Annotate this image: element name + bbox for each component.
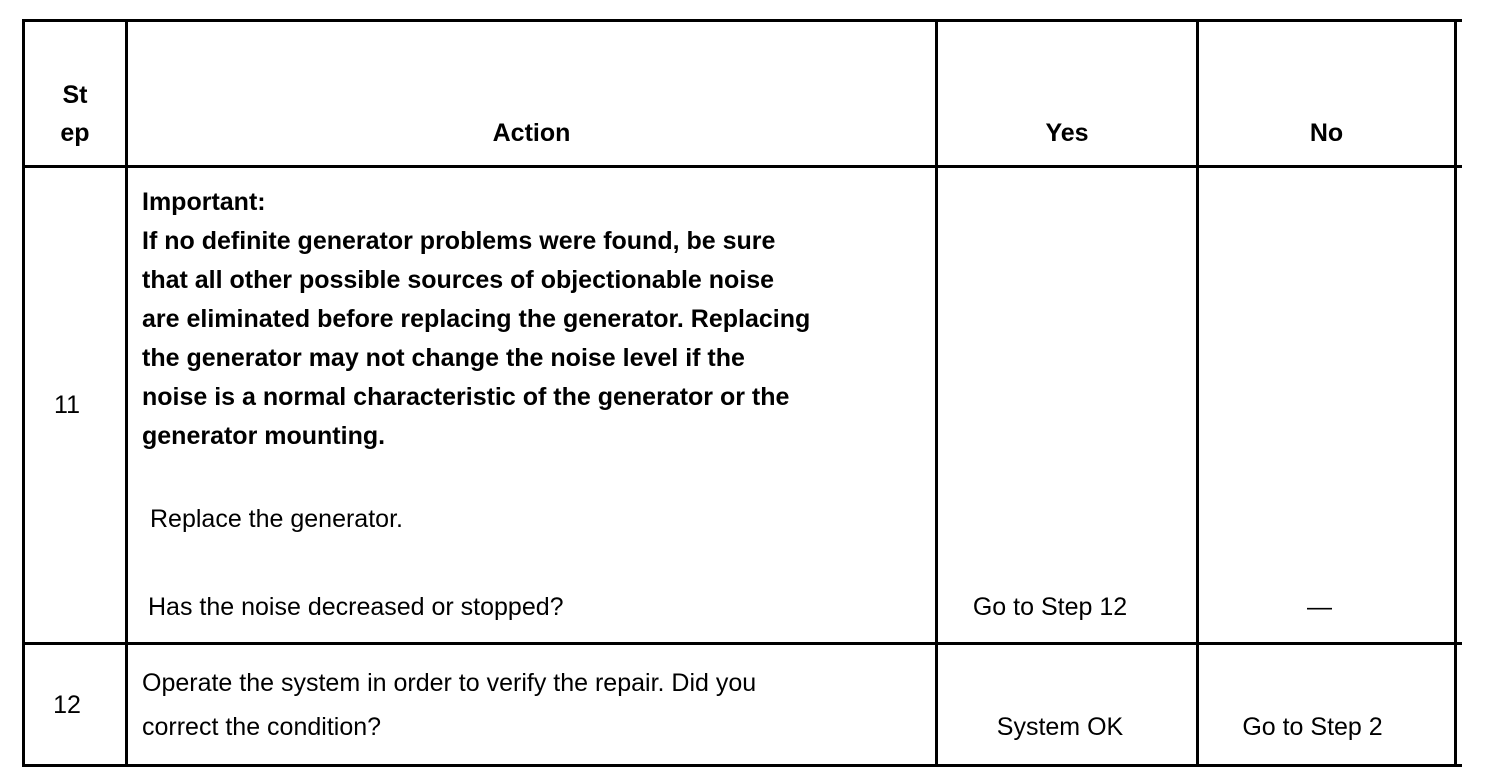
header-step-line-1: St [62, 81, 88, 109]
header-step-line-2: ep [60, 119, 90, 147]
row-divider [22, 642, 1462, 645]
no-dash: — [1307, 593, 1332, 621]
yes-go-to-step-12: Go to Step 12 [972, 593, 1128, 621]
operate-line-1: Operate the system in order to verify the repair. Did you [142, 669, 757, 697]
question-noise-decreased: Has the noise decreased or stopped? [148, 593, 564, 621]
no-go-to-step-2: Go to Step 2 [1242, 713, 1383, 741]
table-border-bottom [22, 764, 1462, 767]
table-border-right [1454, 19, 1457, 767]
header-no: No [1309, 119, 1344, 147]
operate-line-2: correct the condition? [142, 713, 382, 741]
important-line-3: are eliminated before replacing the generator. Replacing [142, 305, 811, 333]
step-number-12: 12 [53, 691, 81, 719]
step-number-11: 11 [54, 391, 80, 419]
important-line-1: If no definite generator problems were found, be sure [142, 227, 776, 255]
header-yes: Yes [1045, 119, 1089, 147]
header-bottom-rule [22, 165, 1462, 168]
important-line-5: noise is a normal characteristic of the generator or the [142, 383, 790, 411]
important-label: Important: [142, 188, 266, 216]
table-border-top [22, 19, 1462, 22]
yes-system-ok: System OK [996, 713, 1124, 741]
important-line-2: that all other possible sources of objectionable noise [142, 266, 775, 294]
header-action: Action [492, 119, 571, 147]
instruction-replace-generator: Replace the generator. [150, 505, 403, 533]
important-line-6: generator mounting. [142, 422, 386, 450]
important-line-4: the generator may not change the noise level if the [142, 344, 745, 372]
